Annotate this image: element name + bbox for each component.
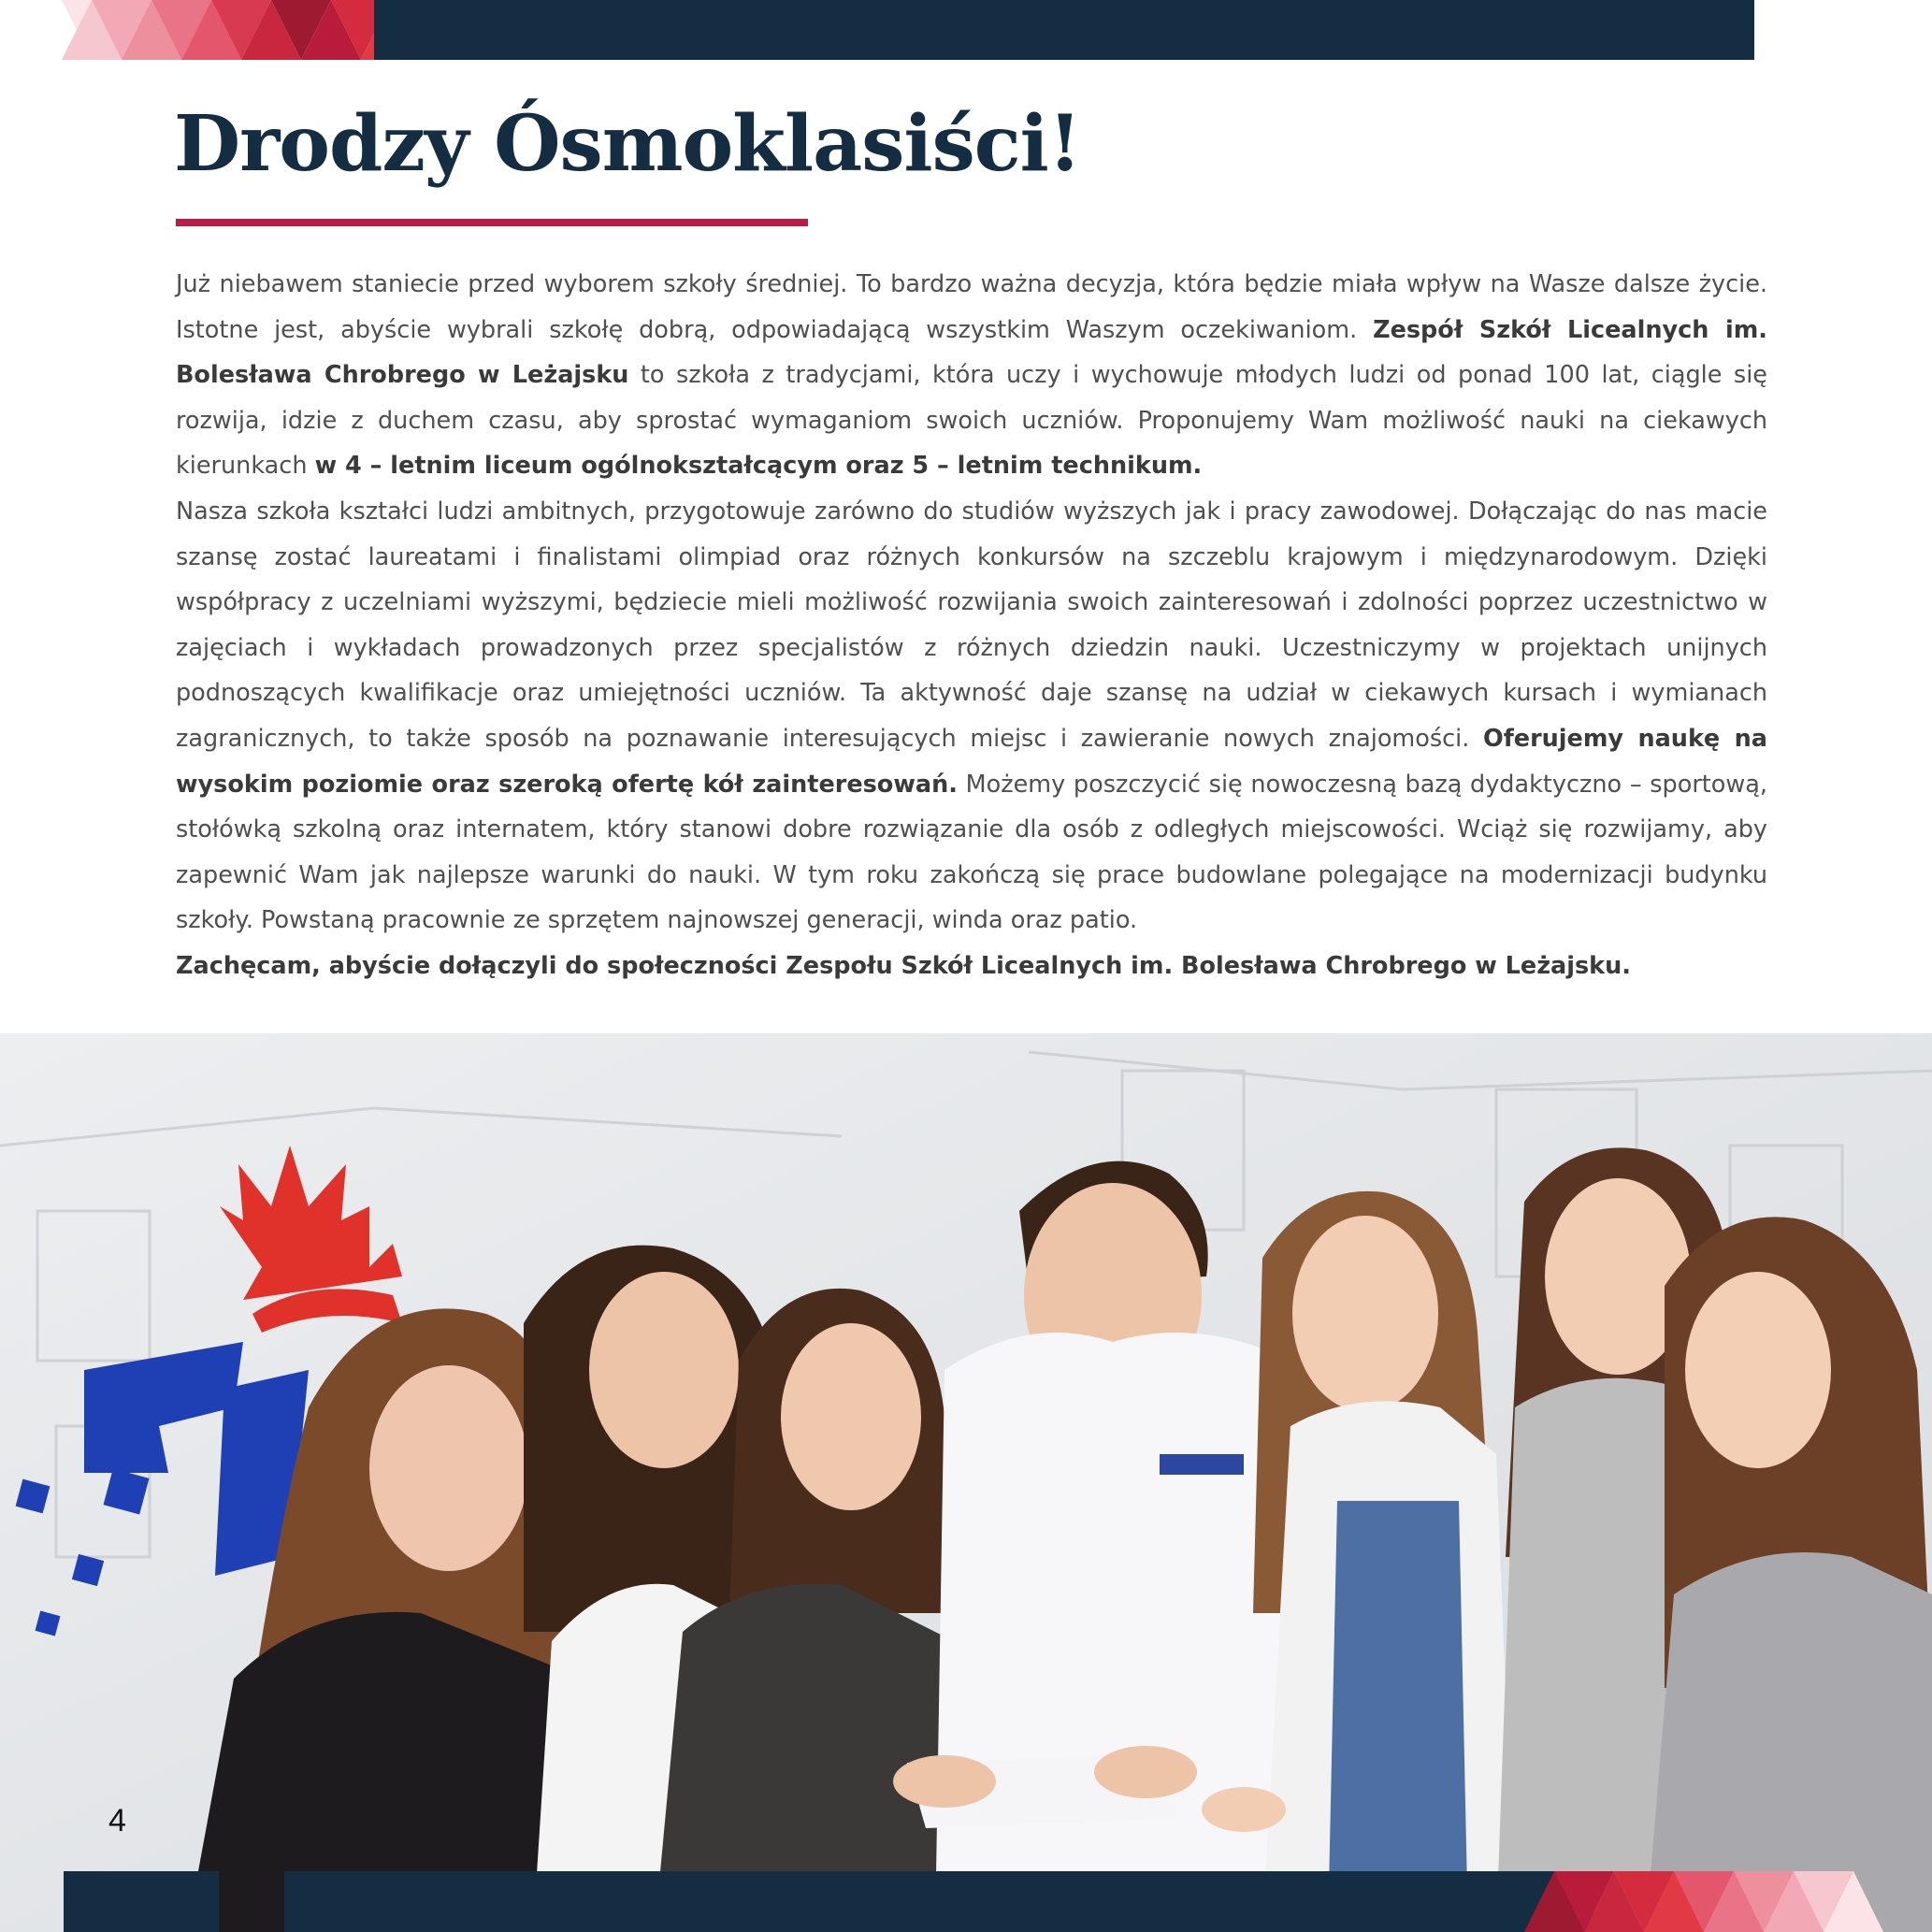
title-underline	[176, 219, 808, 226]
page-title: Drodzy Ósmoklasiści!	[174, 99, 1081, 189]
p1-text-1: Już niebawem staniecie przed wyborem szkoły średniej. To bardzo ważna decyzja, która będzie miała wpływ na Wasze dalsze życie. Istotne jest, abyście wybrali szkołę dobrą, odpowiadającą wszystkim Waszym oczekiwaniom.	[176, 270, 1767, 344]
top-triangle-pattern	[62, 0, 417, 60]
p2-offer: Oferujemy naukę na wysokim poziomie oraz szeroką ofertę kół zainteresowań.	[176, 724, 1767, 799]
p3-invitation: Zachęcam, abyście dołączyli do społeczności Zespołu Szkół Licealnych im. Bolesława Chrobrego w Leżajsku.	[176, 951, 1631, 980]
p2-text-1: Nasza szkoła kształci ludzi ambitnych, przygotowuje zarówno do studiów wyższych jak i pracy zawodowej. Dołączając do nas macie szansę zostać laureatami i finalistami olimpiad oraz różnych konkursów na szczeblu krajowym i międzynarodowym. Dzięki współpracy z uczelniami wyższymi, będziecie mieli możliwość rozwijania swoich zainteresowań i zdolności poprzez uczestnictwo w zajęciach i wykładach prowadzonych przez specjalistów z różnych dziedzin nauki. Uczestniczymy w projektach unijnych podnoszących kwalifikacje oraz umiejętności uczniów. Ta aktywność daje szansę na udział w ciekawych kursach i wymianach zagranicznych, to także sposób na poznawanie interesujących miejsc i zawieranie nowych znajomości.	[176, 497, 1767, 753]
bottom-left-block	[64, 1871, 219, 1932]
p1-text-2: to szkoła z tradycjami, która uczy i wychowuje młodych ludzi od ponad 100 lat, ciągle się rozwija, idzie z duchem czasu, aby sprostać wymaganiom swoich uczniów. Proponujemy Wam możliwość nauki na ciekawych kierunkach	[176, 361, 1767, 481]
top-header-bar	[374, 0, 1754, 60]
letter-paragraph-2	[176, 489, 1767, 944]
page-number: 4	[108, 1803, 126, 1838]
letter-body	[176, 262, 1767, 989]
bottom-triangle-pattern	[1524, 1871, 1898, 1932]
p1-school-name: Zespół Szkół Licealnych im. Bolesława Chrobrego w Leżajsku	[176, 315, 1767, 390]
p2-text-2: Możemy poszczycić się nowoczesną bazą dydaktyczno – sportową, stołówką szkolną oraz internatem, który stanowi dobre rozwiązanie dla osób z odległych miejscowości. Wciąż się rozwijamy, aby zapewnić Wam jak najlepsze warunki do nauki. W tym roku zakończą się prace budowlane polegające na modernizacji budynku szkoły. Powstaną pracownie ze sprzętem najnowszej generacji, winda oraz patio.	[176, 770, 1767, 935]
letter-paragraph-1	[176, 262, 1767, 489]
students-photo	[0, 1033, 1932, 1932]
bottom-footer-bar	[284, 1871, 1593, 1932]
p1-school-types: w 4 – letnim liceum ogólnokształcącym oraz 5 – letnim technikum.	[314, 452, 1203, 481]
letter-paragraph-3	[176, 944, 1767, 989]
